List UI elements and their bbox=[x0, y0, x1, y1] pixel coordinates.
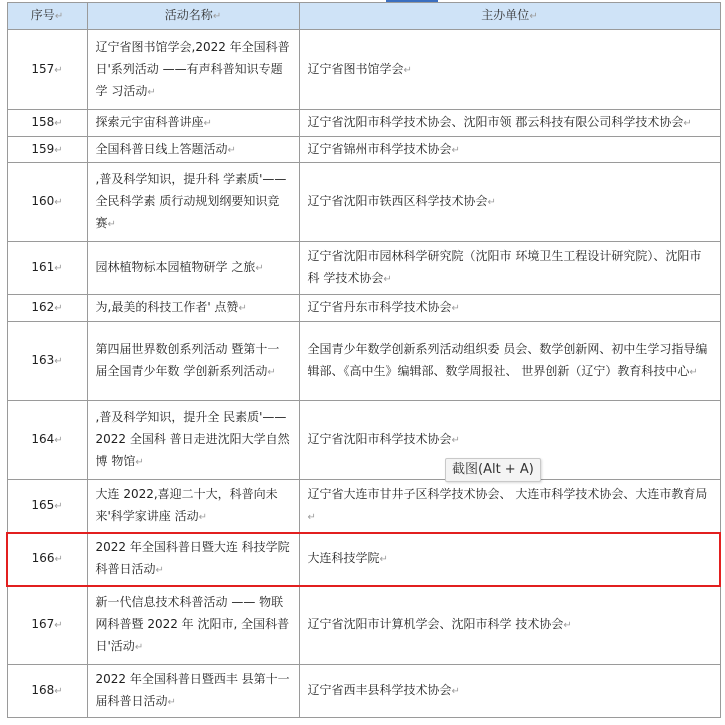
header-org: 主办单位↵ bbox=[299, 3, 720, 30]
row-num: 167↵ bbox=[7, 586, 87, 665]
row-org: 辽宁省沈阳市铁西区科学技术协会↵ bbox=[299, 163, 720, 242]
row-num: 158↵ bbox=[7, 110, 87, 137]
header-name: 活动名称↵ bbox=[87, 3, 299, 30]
row-name: 辽宁省图书馆学会,2022 年全国科普日'系列活动 ——有声科普知识专题学 习活动↵ bbox=[87, 30, 299, 110]
table-row bbox=[7, 30, 720, 110]
row-org: 辽宁省丹东市科学技术协会↵ bbox=[299, 295, 720, 322]
table-row bbox=[7, 665, 720, 718]
row-name: 第四届世界数创系列活动 暨第十一届全国青少年数 学创新系列活动↵ bbox=[87, 322, 299, 401]
row-org: 辽宁省沈阳市科学技术协会↵ bbox=[299, 401, 720, 480]
screenshot-tooltip: 截图(Alt + A) bbox=[445, 458, 541, 482]
row-org: 辽宁省沈阳市科学技术协会、沈阳市领 郡云科技有限公司科学技术协会↵ bbox=[299, 110, 720, 137]
row-org: 全国青少年数学创新系列活动组织委 员会、数学创新网、初中生学习指导编 辑部、《高中生》编辑部、数学周报社、 世界创新（辽宁）教育科技中心↵ bbox=[299, 322, 720, 401]
row-num: 162↵ bbox=[7, 295, 87, 322]
table-row bbox=[7, 322, 720, 401]
row-name: ,普及科学知识，提升全 民素质'——2022 全国科 普日走进沈阳大学自然博 物馆↵ bbox=[87, 401, 299, 480]
row-org: 辽宁省大连市甘井子区科学技术协会、 大连市科学技术协会、大连市教育局↵ bbox=[299, 480, 720, 533]
header-num: 序号↵ bbox=[7, 3, 87, 30]
table-row-highlighted bbox=[7, 533, 720, 586]
row-num: 157↵ bbox=[7, 30, 87, 110]
table-row bbox=[7, 480, 720, 533]
table-row bbox=[7, 401, 720, 480]
table-row bbox=[7, 137, 720, 163]
row-name: 全国科普日线上答题活动↵ bbox=[87, 137, 299, 163]
row-name: 2022 年全国科普日暨西丰 县第十一届科普日活动↵ bbox=[87, 665, 299, 718]
row-name: 园林植物标本园植物研学 之旅↵ bbox=[87, 242, 299, 295]
table-header-row bbox=[7, 3, 720, 30]
row-num: 168↵ bbox=[7, 665, 87, 718]
row-name: 新一代信息技术科普活动 —— 物联网科普暨 2022 年 沈阳市, 全国科普日'活动↵ bbox=[87, 586, 299, 665]
activity-table bbox=[6, 2, 721, 718]
row-org: 辽宁省图书馆学会↵ bbox=[299, 30, 720, 110]
table-row bbox=[7, 163, 720, 242]
row-name: 为,最美的科技工作者' 点赞↵ bbox=[87, 295, 299, 322]
table-row bbox=[7, 242, 720, 295]
row-num: 166↵ bbox=[7, 533, 87, 586]
row-org: 大连科技学院↵ bbox=[299, 533, 720, 586]
row-org: 辽宁省西丰县科学技术协会↵ bbox=[299, 665, 720, 718]
row-org: 辽宁省沈阳市园林科学研究院（沈阳市 环境卫生工程设计研究院）、沈阳市科 学技术协会↵ bbox=[299, 242, 720, 295]
row-name: 2022 年全国科普日暨大连 科技学院科普日活动↵ bbox=[87, 533, 299, 586]
row-num: 161↵ bbox=[7, 242, 87, 295]
table-row bbox=[7, 586, 720, 665]
row-num: 159↵ bbox=[7, 137, 87, 163]
row-org: 辽宁省锦州市科学技术协会↵ bbox=[299, 137, 720, 163]
row-name: 大连 2022,喜迎二十大，科普向未来'科学家讲座 活动↵ bbox=[87, 480, 299, 533]
row-num: 165↵ bbox=[7, 480, 87, 533]
row-name: 探索元宇宙科普讲座↵ bbox=[87, 110, 299, 137]
row-num: 164↵ bbox=[7, 401, 87, 480]
table-row bbox=[7, 295, 720, 322]
table-row bbox=[7, 110, 720, 137]
row-num: 160↵ bbox=[7, 163, 87, 242]
row-org: 辽宁省沈阳市计算机学会、沈阳市科学 技术协会↵ bbox=[299, 586, 720, 665]
row-num: 163↵ bbox=[7, 322, 87, 401]
row-name: ,普及科学知识，提升科 学素质'——全民科学素 质行动规划纲要知识竞赛↵ bbox=[87, 163, 299, 242]
